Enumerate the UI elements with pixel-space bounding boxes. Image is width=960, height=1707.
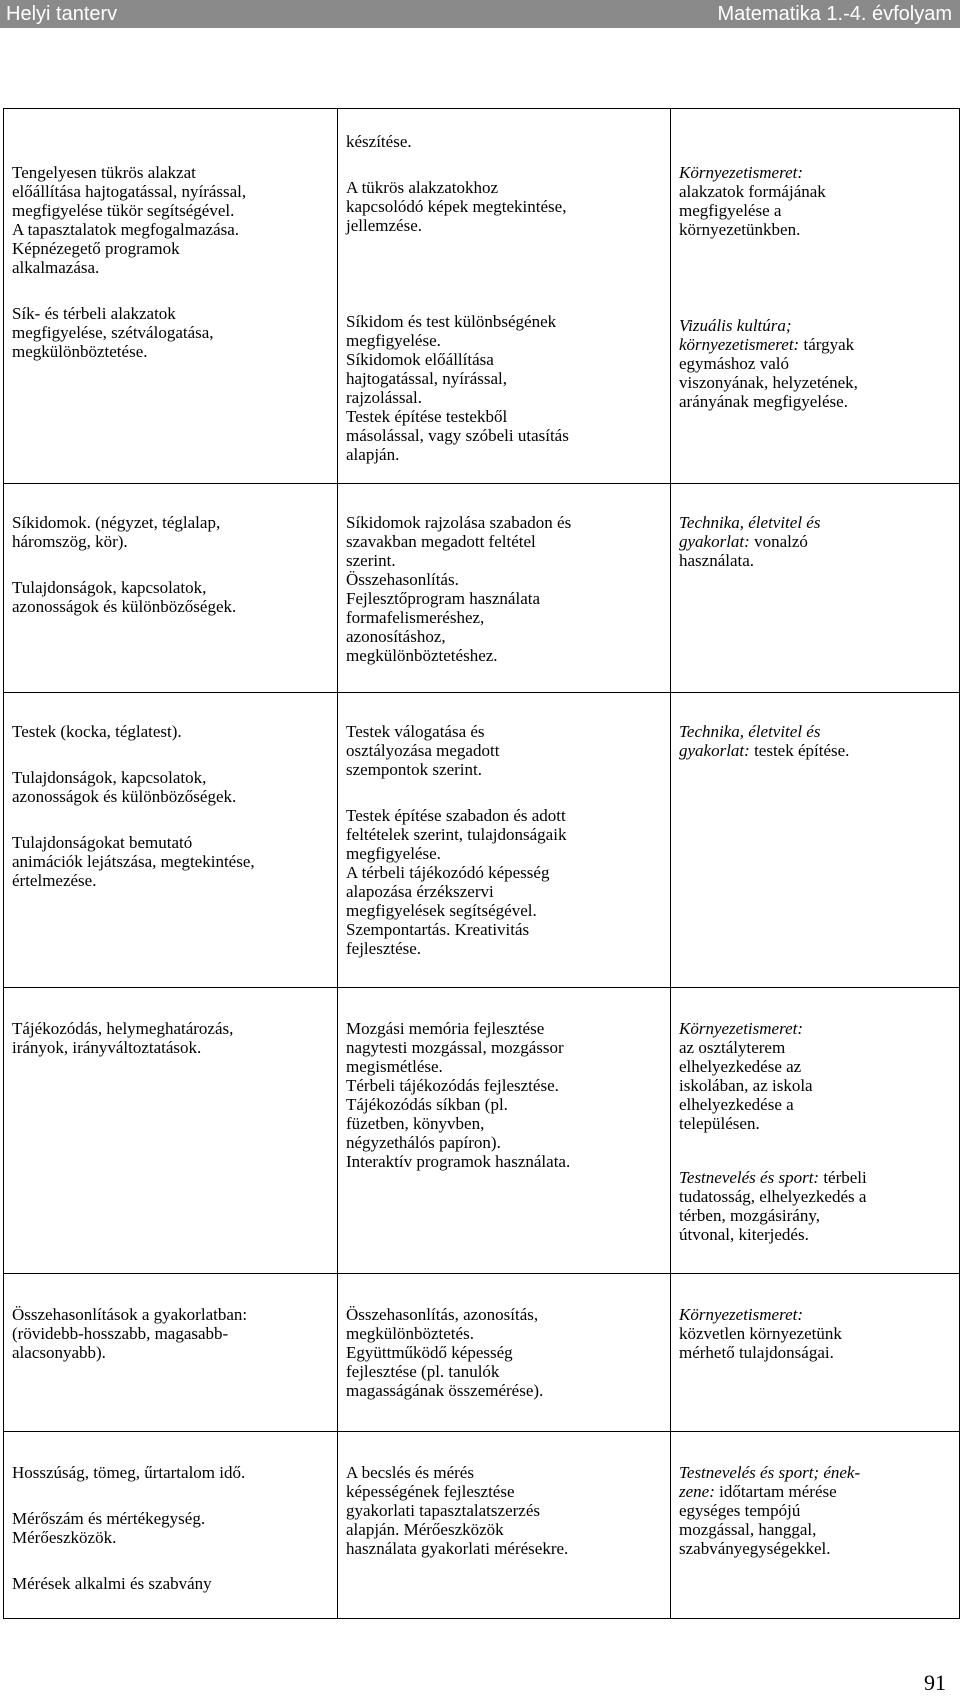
cell-italic: Környezetismeret: — [679, 163, 804, 182]
cell-text: Mérőszám és mértékegység. Mérőeszközök. — [12, 1509, 206, 1547]
cell-italic: Vizuális kultúra; környezetismeret: — [679, 316, 800, 354]
cell-text: Hosszúság, tömeg, űrtartalom idő. — [12, 1463, 246, 1482]
cell-italic: Környezetismeret: — [679, 1019, 804, 1038]
topic-cell — [4, 1274, 338, 1432]
header-left-title: Helyi tanterv — [6, 3, 118, 25]
cell-text: Testek (kocka, téglatest). — [12, 722, 182, 741]
page-header — [0, 0, 960, 28]
cell-text: A tükrös alakzatokhoz kapcsolódó képek megtekintése, jellemzése. — [346, 178, 567, 235]
cell-text: Síkidomok rajzolása szabadon és szavakban megadott feltétel szerint. Összehasonlítás. Fejlesztőprogram használata formafelismeréshez, azonosításhoz, megkülönböztetéshez. — [346, 513, 572, 665]
table-row — [4, 484, 960, 693]
topic-cell — [4, 109, 338, 484]
cell-text: Tulajdonságok, kapcsolatok, azonosságok és különbözőségek. — [12, 768, 237, 806]
cell-text: testek építése. — [749, 741, 850, 760]
cell-text: Sík- és térbeli alakzatok megfigyelése, szétválogatása, megkülönböztetése. — [12, 304, 214, 361]
cell-text: közvetlen környezetünk mérhető tulajdonságai. — [679, 1324, 842, 1362]
table-row — [4, 1432, 960, 1619]
cell-text: Mozgási memória fejlesztése nagytesti mozgással, mozgássor megismétlése. Térbeli tájékozódás fejlesztése. Tájékozódás síkban (pl. füzetben, könyvben, négyzethálós papíron). Interaktív programok használata. — [346, 1019, 571, 1171]
cell-text: Testek válogatása és osztályozása megadott szempontok szerint. — [346, 722, 500, 779]
connection-cell — [671, 1432, 960, 1619]
activity-cell — [338, 484, 671, 693]
cell-text: alakzatok formájának megfigyelése a környezetünkben. — [679, 182, 826, 239]
header-right-title: Matematika 1.-4. évfolyam — [717, 3, 952, 25]
connection-cell — [671, 484, 960, 693]
cell-text: Tulajdonságokat bemutató animációk lejátszása, megtekintése, értelmezése. — [12, 833, 255, 890]
cell-italic: Környezetismeret: — [679, 1305, 804, 1324]
table-row — [4, 109, 960, 484]
topic-cell — [4, 693, 338, 988]
connection-cell — [671, 988, 960, 1274]
cell-text: Testek építése szabadon és adott feltételek szerint, tulajdonságaik megfigyelése. A térbeli tájékozódó képesség alapozása érzékszervi megfigyelések segítségével. Szempontartás. Kreativitás fejlesztése. — [346, 806, 567, 958]
cell-text: Tájékozódás, helymeghatározás, irányok, irányváltoztatások. — [12, 1019, 234, 1057]
topic-cell — [4, 484, 338, 693]
connection-cell — [671, 693, 960, 988]
cell-text: Síkidomok. (négyzet, téglalap, háromszög, kör). — [12, 513, 221, 551]
cell-text: készítése. — [346, 132, 412, 151]
table-row — [4, 1274, 960, 1432]
cell-text: Tengelyesen tükrös alakzat előállítása hajtogatással, nyírással, megfigyelése tükör segítségével. A tapasztalatok megfogalmazása. Képnézegető programok alkalmazása. — [12, 163, 247, 277]
activity-cell — [338, 1432, 671, 1619]
cell-text: A becslés és mérés képességének fejlesztése gyakorlati tapasztalatszerzés alapján. Mérőeszközök használata gyakorlati mérésekre. — [346, 1463, 569, 1558]
cell-text: Síkidom és test különbségének megfigyelése. Síkidomok előállítása hajtogatással, nyírással, rajzolással. Testek építése testekből másolással, vagy szóbeli utasítás alapján. — [346, 312, 569, 464]
cell-italic: Testnevelés és sport; ének- zene: — [679, 1463, 861, 1501]
connection-cell — [671, 1274, 960, 1432]
cell-text: Összehasonlítások a gyakorlatban: (rövidebb-hosszabb, magasabb- alacsonyabb). — [12, 1305, 248, 1362]
page-number: 91 — [924, 1670, 946, 1695]
topic-cell — [4, 1432, 338, 1619]
table-row — [4, 988, 960, 1274]
activity-cell — [338, 988, 671, 1274]
cell-text: időtartam mérése egységes tempójú mozgással, hanggal, szabványegységekkel. — [679, 1482, 837, 1558]
cell-italic: Technika, életvitel és gyakorlat: — [679, 513, 821, 551]
cell-text: Összehasonlítás, azonosítás, megkülönböztetés. Együttműködő képesség fejlesztése (pl. tanulók magasságának összemérése). — [346, 1305, 544, 1400]
cell-text: térbeli tudatosság, elhelyezkedés a térben, mozgásirány, útvonal, kiterjedés. — [679, 1168, 867, 1244]
curriculum-table — [3, 108, 960, 1619]
topic-cell — [4, 988, 338, 1274]
cell-italic: Technika, életvitel és gyakorlat: — [679, 722, 821, 760]
table-row — [4, 693, 960, 988]
activity-cell — [338, 1274, 671, 1432]
activity-cell — [338, 109, 671, 484]
cell-text: vonalzó használata. — [679, 532, 808, 570]
cell-text: Tulajdonságok, kapcsolatok, azonosságok és különbözőségek. — [12, 578, 237, 616]
cell-text: Mérések alkalmi és szabvány — [12, 1574, 212, 1593]
activity-cell — [338, 693, 671, 988]
cell-text: az osztályterem elhelyezkedése az iskolában, az iskola elhelyezkedése a településen. — [679, 1038, 813, 1133]
connection-cell — [671, 109, 960, 484]
cell-text: tárgyak egymáshoz való viszonyának, helyzetének, arányának megfigyelése. — [679, 335, 858, 411]
cell-italic: Testnevelés és sport: — [679, 1168, 820, 1187]
